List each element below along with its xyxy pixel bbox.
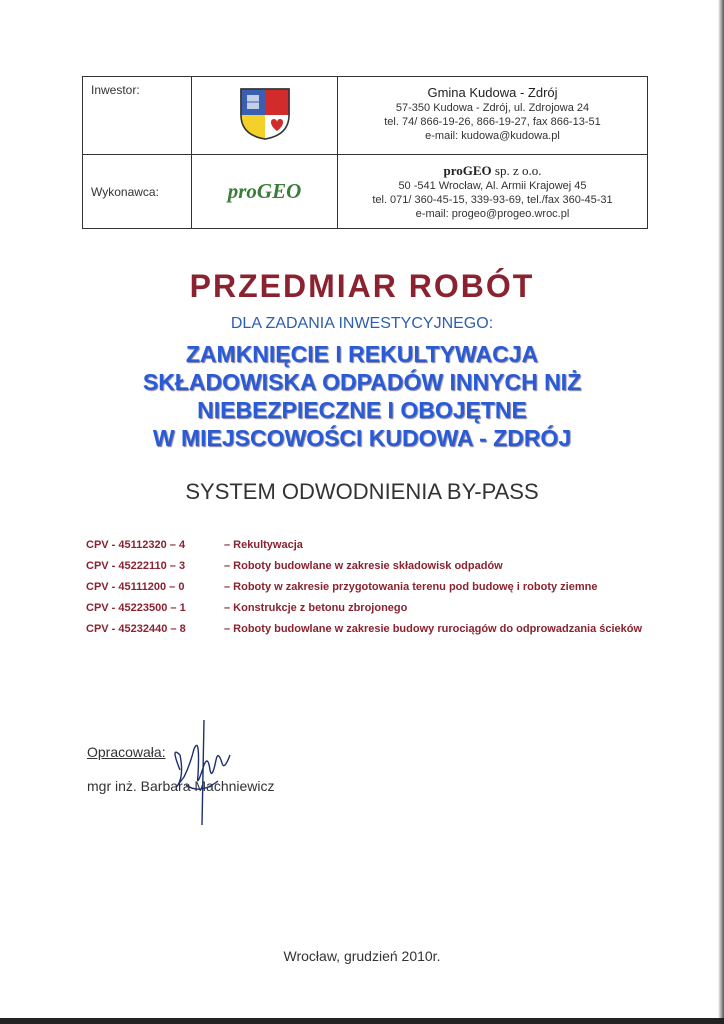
cpv-code: CPV - 45111200 – 0: [86, 581, 185, 593]
document-subtitle: DLA ZADANIA INWESTYCYJNEGO:: [230, 315, 494, 332]
header-table: [82, 76, 648, 229]
document-title: PRZEDMIAR ROBÓT: [189, 268, 535, 304]
project-name: [0, 340, 724, 452]
scan-edge: [718, 0, 724, 1024]
contractor-email: e-mail: progeo@progeo.wroc.pl: [415, 208, 570, 220]
investor-email: e-mail: kudowa@kudowa.pl: [425, 130, 560, 142]
scan-bottom-edge: [0, 1018, 724, 1024]
project-line: ZAMKNIĘCIE I REKULTYWACJA: [185, 341, 539, 367]
contractor-address: 50 -541 Wrocław, Al. Armii Krajowej 45: [398, 180, 587, 192]
investor-logo: [192, 77, 338, 155]
system-name: SYSTEM ODWODNIENIA BY-PASS: [185, 479, 539, 504]
author-name: mgr inż. Barbara Machniewicz: [87, 778, 275, 794]
cpv-item: [86, 622, 676, 636]
progeo-logo: proGEO: [227, 179, 302, 203]
investor-info: [338, 77, 648, 155]
prepared-by-label: Opracowała:: [87, 744, 166, 760]
cpv-desc: – Rekultywacja: [224, 539, 303, 551]
contractor-label: Wykonawca:: [83, 155, 192, 229]
cpv-code: CPV - 45222110 – 3: [86, 560, 186, 572]
coat-of-arms-icon: [237, 85, 293, 141]
signature-icon: [160, 715, 240, 840]
investor-phone: tel. 74/ 866-19-26, 866-19-27, fax 866-13-51: [384, 116, 601, 128]
cpv-desc: – Roboty budowlane w zakresie składowisk odpadów: [224, 560, 503, 572]
cpv-item: [86, 559, 676, 573]
cpv-desc: – Roboty w zakresie przygotowania terenu pod budowę i roboty ziemne: [224, 581, 598, 593]
cpv-item: [86, 580, 676, 594]
contractor-name: proGEO sp. z o.o.: [443, 163, 542, 178]
cpv-code: CPV - 45232440 – 8: [86, 623, 186, 635]
investor-name: Gmina Kudowa - Zdrój: [427, 85, 558, 100]
investor-label: Inwestor:: [83, 77, 192, 155]
contractor-logo: [192, 155, 338, 229]
cpv-code: CPV - 45223500 – 1: [86, 602, 186, 614]
project-line: SKŁADOWISKA ODPADÓW INNYCH NIŻ: [142, 369, 582, 395]
contractor-phone: tel. 071/ 360-45-15, 339-93-69, tel./fax 360-45-31: [372, 194, 613, 206]
contractor-info: [338, 155, 648, 229]
project-line: W MIEJSCOWOŚCI KUDOWA - ZDRÓJ: [152, 425, 572, 451]
footer-place-date: Wrocław, grudzień 2010r.: [283, 948, 441, 964]
cpv-desc: – Roboty budowlane w zakresie budowy rurociągów do odprowadzania ścieków: [224, 623, 643, 635]
cpv-item: [86, 538, 676, 552]
cpv-code: CPV - 45112320 – 4: [86, 539, 186, 551]
project-line: NIEBEZPIECZNE I OBOJĘTNE: [197, 397, 527, 423]
cpv-item: [86, 601, 676, 615]
cpv-desc: – Konstrukcje z betonu zbrojonego: [224, 602, 408, 614]
investor-address: 57-350 Kudowa - Zdrój, ul. Zdrojowa 24: [395, 102, 590, 114]
cpv-list: [86, 538, 676, 643]
